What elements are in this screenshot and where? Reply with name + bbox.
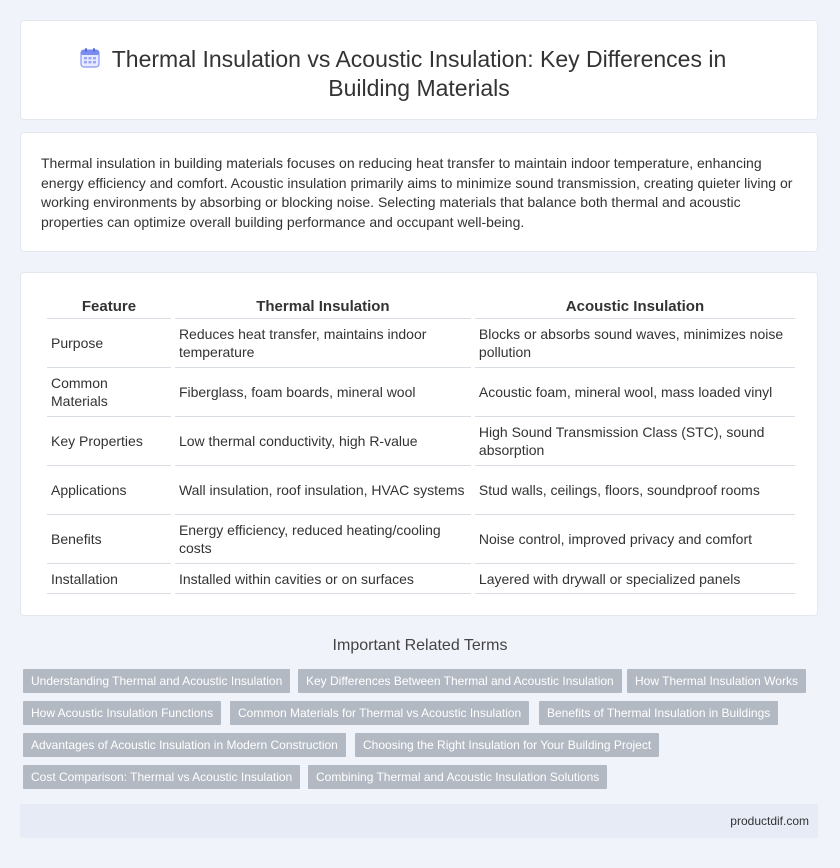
- table-row: [47, 368, 795, 417]
- cell-acoustic: Layered with drywall or specialized panels: [475, 564, 795, 594]
- header-acoustic: Acoustic Insulation: [475, 295, 795, 319]
- cell-thermal: Installed within cavities or on surfaces: [175, 564, 471, 594]
- header-card: [20, 20, 818, 120]
- cell-feature: Applications: [47, 466, 171, 515]
- table-row: [47, 466, 795, 515]
- cell-thermal: Fiberglass, foam boards, mineral wool: [175, 368, 471, 417]
- cell-feature: Purpose: [47, 319, 171, 368]
- comparison-table: [43, 295, 799, 594]
- intro-text: Thermal insulation in building materials focuses on reducing heat transfer to maintain indoor temperature, enhancing energy efficiency and comfort. Acoustic insulation primarily aims to minimize sound transmission, creating quieter living or working environments by absorbing or blocking noise. Selecting materials that balance both thermal and acoustic properties can optimize overall building performance and occupant well-being.: [41, 155, 793, 230]
- table-row: [47, 417, 795, 466]
- footer-site-link[interactable]: productdif.com: [730, 814, 809, 828]
- cell-thermal: Energy efficiency, reduced heating/cooling costs: [175, 515, 471, 564]
- related-term-link[interactable]: Advantages of Acoustic Insulation in Modern Construction: [23, 733, 346, 757]
- cell-acoustic: High Sound Transmission Class (STC), sound absorption: [475, 417, 795, 466]
- cell-feature: Installation: [47, 564, 171, 594]
- related-term-link[interactable]: How Thermal Insulation Works: [627, 669, 806, 693]
- related-term-link[interactable]: Understanding Thermal and Acoustic Insulation: [23, 669, 290, 693]
- cell-thermal: Reduces heat transfer, maintains indoor temperature: [175, 319, 471, 368]
- cell-acoustic: Acoustic foam, mineral wool, mass loaded vinyl: [475, 368, 795, 417]
- related-term-link[interactable]: Benefits of Thermal Insulation in Buildings: [539, 701, 778, 725]
- footer: [20, 804, 818, 838]
- cell-acoustic: Stud walls, ceilings, floors, soundproof rooms: [475, 466, 795, 515]
- cell-thermal: Wall insulation, roof insulation, HVAC systems: [175, 466, 471, 515]
- cell-thermal: Low thermal conductivity, high R-value: [175, 417, 471, 466]
- related-term-link[interactable]: Choosing the Right Insulation for Your Building Project: [355, 733, 659, 757]
- cell-feature: Benefits: [47, 515, 171, 564]
- table-header-row: [47, 295, 795, 319]
- intro-card: [20, 132, 818, 252]
- table-row: [47, 319, 795, 368]
- related-term-link[interactable]: Cost Comparison: Thermal vs Acoustic Insulation: [23, 765, 300, 789]
- cell-feature: Key Properties: [47, 417, 171, 466]
- header-thermal: Thermal Insulation: [175, 295, 471, 319]
- related-term-link[interactable]: Combining Thermal and Acoustic Insulation Solutions: [308, 765, 607, 789]
- related-term-link[interactable]: How Acoustic Insulation Functions: [23, 701, 221, 725]
- table-row: [47, 515, 795, 564]
- related-term-link[interactable]: Common Materials for Thermal vs Acoustic Insulation: [230, 701, 529, 725]
- page-title: Thermal Insulation vs Acoustic Insulation: Key Differences in Building Materials: [111, 46, 727, 101]
- related-terms-title: Important Related Terms: [332, 637, 508, 654]
- related-term-link[interactable]: Key Differences Between Thermal and Acoustic Insulation: [298, 669, 622, 693]
- cell-acoustic: Blocks or absorbs sound waves, minimizes noise pollution: [475, 319, 795, 368]
- comparison-table-card: [20, 272, 818, 616]
- header-feature: Feature: [47, 295, 171, 319]
- cell-acoustic: Noise control, improved privacy and comfort: [475, 515, 795, 564]
- cell-feature: Common Materials: [47, 368, 171, 417]
- table-row: [47, 564, 795, 594]
